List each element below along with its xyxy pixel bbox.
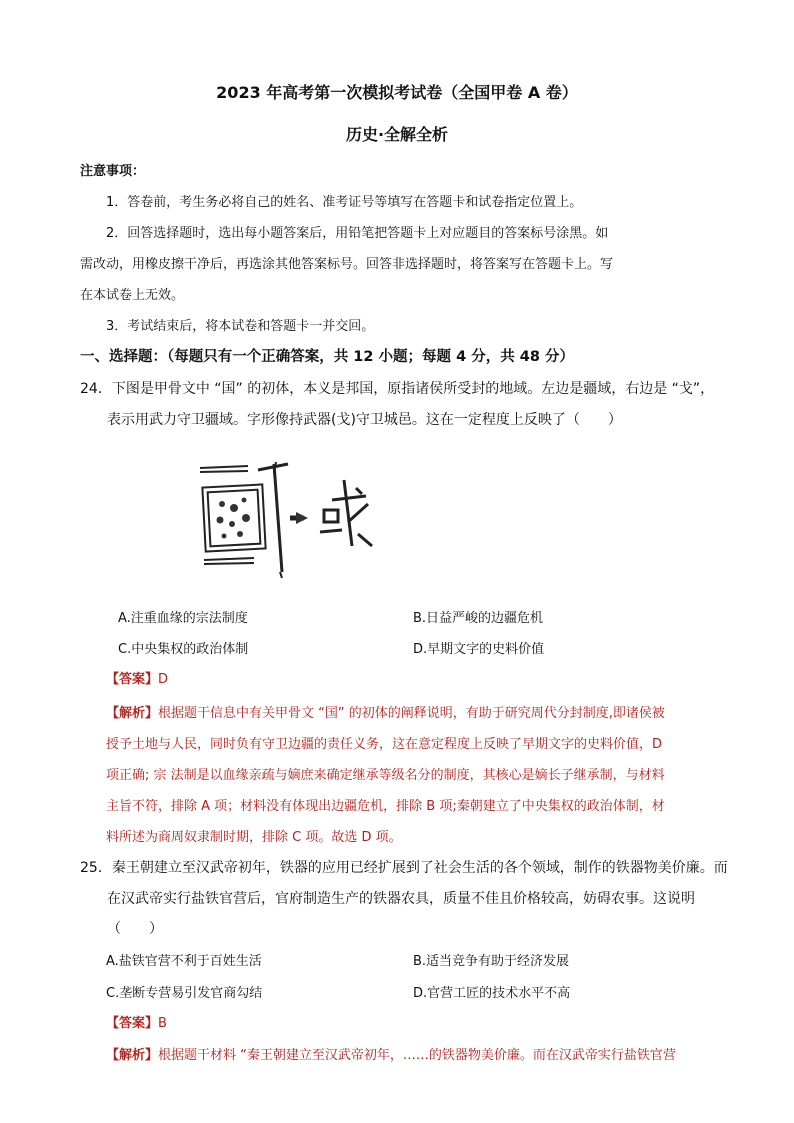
q25-option-c: C.垄断专营易引发官商勾结 (106, 986, 263, 1001)
notice-heading: 注意事项： (80, 164, 146, 179)
page-subtitle: 历史·全解全析 (345, 125, 449, 144)
q24-analysis-line: 料所述为商周奴隶制时期，排除 C 项。故选 D 项。 (106, 830, 402, 845)
analysis-text: 根据题干材料 “秦王朝建立至汉武帝初年，……的铁器物美价廉。而在汉武帝实行盐铁官营 (158, 1048, 676, 1063)
page-title: 2023 年高考第一次模拟考试卷（全国甲卷 A 卷） (216, 83, 578, 102)
oracle-bone-image (196, 460, 386, 580)
answer-value: B (158, 1016, 167, 1031)
notice-line: 2．回答选择题时，选出每小题答案后，用铅笔把答题卡上对应题目的答案标号涂黑。如 (106, 226, 609, 241)
q25-answer (106, 1012, 167, 1031)
q24-analysis-line: 主旨不符，排除 A 项；材料没有体现出边疆危机，排除 B 项;秦朝建立了中央集权的政治体制，材 (106, 799, 665, 814)
q25-option-a: A.盐铁官营不利于百姓生活 (106, 954, 262, 969)
analysis-text: 根据题干信息中有关甲骨文 “国” 的初体的阐释说明，有助于研究周代分封制度,即诸侯被 (158, 706, 665, 721)
q24-analysis-line: 项正确; 宗 法制是以血缘亲疏与嫡庶来确定继承等级名分的制度，其核心是嫡长子继承制，与材料 (106, 768, 665, 783)
q24-option-d: D.早期文字的史料价值 (413, 642, 545, 657)
q25-analysis-line (106, 1044, 676, 1063)
answer-tag: 【答案】 (106, 672, 159, 687)
q24-answer (106, 668, 168, 687)
notice-line: 在本试卷上无效。 (80, 288, 185, 303)
q24-stem-line: 24．下图是甲骨文中 “国” 的初体，本义是邦国，原指诸侯所受封的地域。左边是疆域，右边是 “戈”， (80, 381, 715, 397)
q24-analysis-line: 授予土地与人民，同时负有守卫边疆的责任义务，这在意定程度上反映了早期文字的史料价值，D (106, 737, 663, 752)
analysis-tag: 【解析】 (106, 1048, 159, 1063)
q25-option-b: B.适当竞争有助于经济发展 (413, 954, 570, 969)
q25-stem-line: （ ） (107, 921, 163, 937)
answer-tag: 【答案】 (106, 1016, 159, 1031)
section-heading: 一、选择题：（每题只有一个正确答案，共 12 小题；每题 4 分，共 48 分） (80, 349, 574, 365)
q25-stem-line: 在汉武帝实行盐铁官营后，官府制造生产的铁器农具，质量不佳且价格较高，妨碍农事。这说明 (107, 891, 695, 907)
analysis-tag: 【解析】 (106, 706, 159, 721)
answer-value: D (158, 672, 169, 687)
q24-stem-line: 表示用武力守卫疆域。字形像持武器(戈)守卫城邑。这在一定程度上反映了（ ） (107, 412, 622, 428)
q25-option-d: D.官营工匠的技术水平不高 (413, 986, 571, 1001)
q24-option-c: C.中央集权的政治体制 (118, 642, 249, 657)
q24-analysis-line (106, 702, 665, 721)
q25-stem-line: 25．秦王朝建立至汉武帝初年，铁器的应用已经扩展到了社会生活的各个领域，制作的铁器物美价廉。而 (80, 860, 728, 876)
notice-line: 1．答卷前，考生务必将自己的姓名、准考证号等填写在答题卡和试卷指定位置上。 (106, 195, 583, 210)
notice-line: 3．考试结束后，将本试卷和答题卡一并交回。 (106, 319, 375, 334)
q24-option-b: B.日益严峻的边疆危机 (413, 611, 544, 626)
q24-option-a: A.注重血缘的宗法制度 (118, 611, 248, 626)
notice-line: 需改动，用橡皮擦干净后，再选涂其他答案标号。回答非选择题时，将答案写在答题卡上。写 (80, 257, 614, 272)
oracle-bone-guo-figure (196, 460, 386, 580)
